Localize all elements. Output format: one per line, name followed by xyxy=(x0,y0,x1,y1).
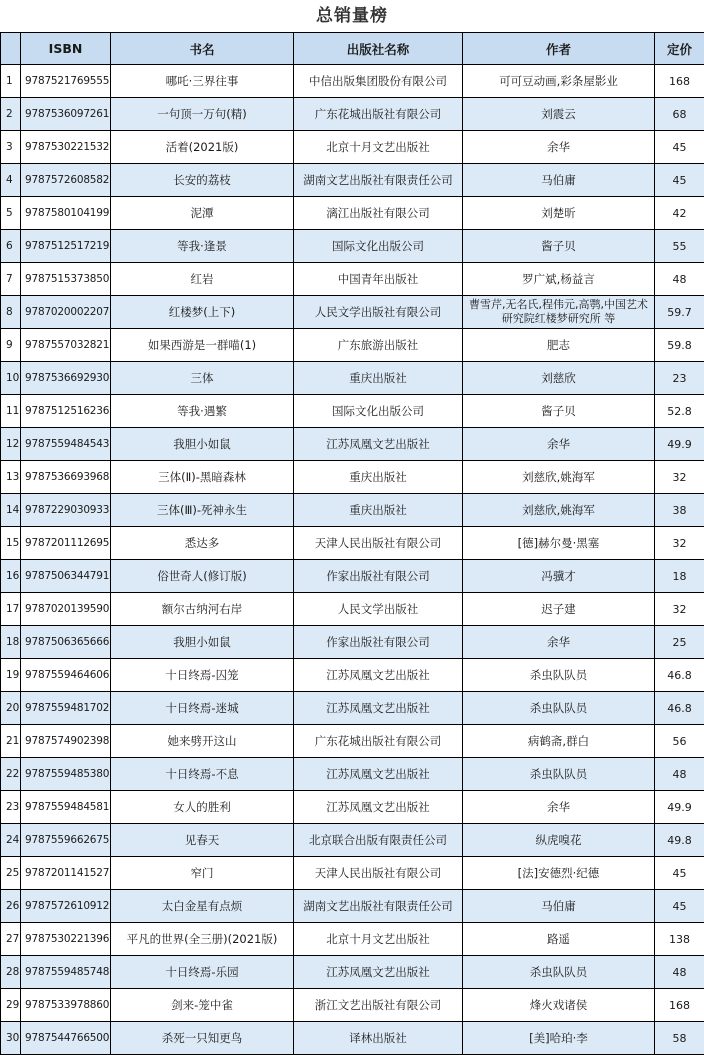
table-row xyxy=(1,890,704,923)
price-cell: 32 xyxy=(655,461,704,494)
table-row xyxy=(1,824,704,857)
publisher-cell: 江苏凤凰文艺出版社 xyxy=(294,956,463,989)
isbn-cell: 9787020002207 xyxy=(21,296,111,329)
isbn-cell: 9787557032821 xyxy=(21,329,111,362)
publisher-cell: 天津人民出版社有限公司 xyxy=(294,857,463,890)
isbn-cell: 9787506365666 xyxy=(21,626,111,659)
publisher-cell: 江苏凤凰文艺出版社 xyxy=(294,758,463,791)
rank-cell: 12 xyxy=(1,428,21,461)
rank-cell: 15 xyxy=(1,527,21,560)
rank-cell: 29 xyxy=(1,989,21,1022)
isbn-cell: 9787201141527 xyxy=(21,857,111,890)
book-name-cell: 女人的胜利 xyxy=(111,791,294,824)
book-name-cell: 我胆小如鼠 xyxy=(111,428,294,461)
price-cell: 23 xyxy=(655,362,704,395)
table-row xyxy=(1,428,704,461)
rank-cell: 6 xyxy=(1,230,21,263)
author-cell: 烽火戏诸侯 xyxy=(463,989,655,1022)
book-name-cell: 额尔古纳河右岸 xyxy=(111,593,294,626)
isbn-cell: 9787572608582 xyxy=(21,164,111,197)
isbn-cell: 9787530221396 xyxy=(21,923,111,956)
price-cell: 55 xyxy=(655,230,704,263)
author-cell: 可可豆动画,彩条屋影业 xyxy=(463,65,655,98)
author-cell: 纵虎嗅花 xyxy=(463,824,655,857)
table-row xyxy=(1,692,704,725)
price-cell: 52.8 xyxy=(655,395,704,428)
author-cell: 酱子贝 xyxy=(463,230,655,263)
table-row xyxy=(1,560,704,593)
table-row xyxy=(1,65,704,98)
table-row xyxy=(1,230,704,263)
table-row xyxy=(1,989,704,1022)
publisher-cell: 漓江出版社有限公司 xyxy=(294,197,463,230)
isbn-cell: 9787536693968 xyxy=(21,461,111,494)
rank-cell: 5 xyxy=(1,197,21,230)
table-row xyxy=(1,1022,704,1055)
rank-cell: 9 xyxy=(1,329,21,362)
book-name-cell: 太白金星有点烦 xyxy=(111,890,294,923)
table-header-row xyxy=(1,33,704,65)
rank-cell: 26 xyxy=(1,890,21,923)
rank-cell: 25 xyxy=(1,857,21,890)
isbn-cell: 9787533978860 xyxy=(21,989,111,1022)
rank-cell: 8 xyxy=(1,296,21,329)
price-cell: 49.9 xyxy=(655,791,704,824)
publisher-cell: 重庆出版社 xyxy=(294,362,463,395)
isbn-cell: 9787536692930 xyxy=(21,362,111,395)
rank-cell: 16 xyxy=(1,560,21,593)
author-cell: 余华 xyxy=(463,791,655,824)
author-cell: 杀虫队队员 xyxy=(463,692,655,725)
rank-cell: 7 xyxy=(1,263,21,296)
rank-cell: 22 xyxy=(1,758,21,791)
rank-cell: 21 xyxy=(1,725,21,758)
book-name-cell: 三体 xyxy=(111,362,294,395)
publisher-cell: 浙江文艺出版社有限公司 xyxy=(294,989,463,1022)
book-name-cell: 红楼梦(上下) xyxy=(111,296,294,329)
publisher-cell: 北京十月文艺出版社 xyxy=(294,131,463,164)
price-cell: 32 xyxy=(655,527,704,560)
rank-cell: 13 xyxy=(1,461,21,494)
publisher-cell: 北京十月文艺出版社 xyxy=(294,923,463,956)
publisher-cell: 译林出版社 xyxy=(294,1022,463,1055)
isbn-cell: 9787559484581 xyxy=(21,791,111,824)
book-name-cell: 三体(Ⅲ)-死神永生 xyxy=(111,494,294,527)
isbn-cell: 9787559484543 xyxy=(21,428,111,461)
book-name-cell: 俗世奇人(修订版) xyxy=(111,560,294,593)
isbn-cell: 9787515373850 xyxy=(21,263,111,296)
author-cell: 刘慈欣,姚海军 xyxy=(463,494,655,527)
publisher-cell: 中国青年出版社 xyxy=(294,263,463,296)
price-cell: 168 xyxy=(655,989,704,1022)
isbn-cell: 9787572610912 xyxy=(21,890,111,923)
book-name-cell: 我胆小如鼠 xyxy=(111,626,294,659)
author-cell: 曹雪芹,无名氏,程伟元,高鹗,中国艺术研究院红楼梦研究所 等 xyxy=(463,296,655,329)
book-name-cell: 她来劈开这山 xyxy=(111,725,294,758)
price-cell: 48 xyxy=(655,758,704,791)
isbn-cell: 9787559662675 xyxy=(21,824,111,857)
author-cell: 冯骥才 xyxy=(463,560,655,593)
table-row xyxy=(1,626,704,659)
isbn-cell: 9787530221532 xyxy=(21,131,111,164)
isbn-cell: 9787574902398 xyxy=(21,725,111,758)
price-cell: 138 xyxy=(655,923,704,956)
author-cell: 马伯庸 xyxy=(463,164,655,197)
isbn-cell: 9787506344791 xyxy=(21,560,111,593)
header-publisher: 出版社名称 xyxy=(294,33,463,65)
price-cell: 56 xyxy=(655,725,704,758)
header-isbn: ISBN xyxy=(21,33,111,65)
price-cell: 45 xyxy=(655,857,704,890)
table-row xyxy=(1,296,704,329)
table-row xyxy=(1,857,704,890)
price-cell: 68 xyxy=(655,98,704,131)
isbn-cell: 9787020139590 xyxy=(21,593,111,626)
publisher-cell: 重庆出版社 xyxy=(294,494,463,527)
price-cell: 45 xyxy=(655,131,704,164)
author-cell: 罗广斌,杨益言 xyxy=(463,263,655,296)
book-name-cell: 三体(Ⅱ)-黑暗森林 xyxy=(111,461,294,494)
table-row xyxy=(1,164,704,197)
rank-cell: 10 xyxy=(1,362,21,395)
table-row xyxy=(1,758,704,791)
price-cell: 49.8 xyxy=(655,824,704,857)
publisher-cell: 人民文学出版社 xyxy=(294,593,463,626)
table-row xyxy=(1,329,704,362)
table-row xyxy=(1,197,704,230)
isbn-cell: 9787512516236 xyxy=(21,395,111,428)
rank-cell: 27 xyxy=(1,923,21,956)
author-cell: 马伯庸 xyxy=(463,890,655,923)
header-book-name: 书名 xyxy=(111,33,294,65)
rank-cell: 14 xyxy=(1,494,21,527)
page-title: 总销量榜 xyxy=(316,6,388,26)
author-cell: 迟子建 xyxy=(463,593,655,626)
isbn-cell: 9787559464606 xyxy=(21,659,111,692)
isbn-cell: 9787521769555 xyxy=(21,65,111,98)
rank-cell: 11 xyxy=(1,395,21,428)
table-row xyxy=(1,98,704,131)
price-cell: 46.8 xyxy=(655,692,704,725)
price-cell: 48 xyxy=(655,956,704,989)
book-name-cell: 十日终焉-不息 xyxy=(111,758,294,791)
header-price: 定价 xyxy=(655,33,704,65)
price-cell: 59.7 xyxy=(655,296,704,329)
book-name-cell: 等我·遇繁 xyxy=(111,395,294,428)
isbn-cell: 9787229030933 xyxy=(21,494,111,527)
author-cell: 杀虫队队员 xyxy=(463,758,655,791)
author-cell: [法]安德烈·纪德 xyxy=(463,857,655,890)
rank-cell: 17 xyxy=(1,593,21,626)
book-name-cell: 见春天 xyxy=(111,824,294,857)
book-name-cell: 如果西游是一群喵(1) xyxy=(111,329,294,362)
isbn-cell: 9787559485748 xyxy=(21,956,111,989)
book-name-cell: 十日终焉-迷城 xyxy=(111,692,294,725)
publisher-cell: 江苏凤凰文艺出版社 xyxy=(294,791,463,824)
isbn-cell: 9787544766500 xyxy=(21,1022,111,1055)
book-name-cell: 泥潭 xyxy=(111,197,294,230)
author-cell: 刘慈欣 xyxy=(463,362,655,395)
author-cell: 路遥 xyxy=(463,923,655,956)
book-name-cell: 哪吒·三界往事 xyxy=(111,65,294,98)
table-row xyxy=(1,131,704,164)
header-rank xyxy=(1,33,21,65)
publisher-cell: 广东旅游出版社 xyxy=(294,329,463,362)
isbn-cell: 9787201112695 xyxy=(21,527,111,560)
rank-cell: 1 xyxy=(1,65,21,98)
book-name-cell: 窄门 xyxy=(111,857,294,890)
author-cell: 酱子贝 xyxy=(463,395,655,428)
book-name-cell: 活着(2021版) xyxy=(111,131,294,164)
table-row xyxy=(1,494,704,527)
publisher-cell: 湖南文艺出版社有限责任公司 xyxy=(294,164,463,197)
author-cell: 病鹤斋,群白 xyxy=(463,725,655,758)
table-row xyxy=(1,956,704,989)
publisher-cell: 江苏凤凰文艺出版社 xyxy=(294,692,463,725)
isbn-cell: 9787559481702 xyxy=(21,692,111,725)
publisher-cell: 作家出版社有限公司 xyxy=(294,560,463,593)
book-name-cell: 红岩 xyxy=(111,263,294,296)
book-name-cell: 十日终焉-囚笼 xyxy=(111,659,294,692)
rank-cell: 24 xyxy=(1,824,21,857)
author-cell: 余华 xyxy=(463,626,655,659)
price-cell: 42 xyxy=(655,197,704,230)
publisher-cell: 湖南文艺出版社有限责任公司 xyxy=(294,890,463,923)
price-cell: 45 xyxy=(655,890,704,923)
publisher-cell: 重庆出版社 xyxy=(294,461,463,494)
price-cell: 48 xyxy=(655,263,704,296)
rank-cell: 19 xyxy=(1,659,21,692)
rank-cell: 20 xyxy=(1,692,21,725)
table-row xyxy=(1,923,704,956)
author-cell: [德]赫尔曼·黑塞 xyxy=(463,527,655,560)
book-name-cell: 等我·逢景 xyxy=(111,230,294,263)
rank-cell: 30 xyxy=(1,1022,21,1055)
author-cell: 余华 xyxy=(463,428,655,461)
price-cell: 38 xyxy=(655,494,704,527)
book-name-cell: 一句顶一万句(精) xyxy=(111,98,294,131)
book-name-cell: 平凡的世界(全三册)(2021版) xyxy=(111,923,294,956)
author-cell: 杀虫队队员 xyxy=(463,956,655,989)
price-cell: 25 xyxy=(655,626,704,659)
rank-cell: 2 xyxy=(1,98,21,131)
price-cell: 45 xyxy=(655,164,704,197)
author-cell: [美]哈珀·李 xyxy=(463,1022,655,1055)
table-row xyxy=(1,659,704,692)
rank-cell: 23 xyxy=(1,791,21,824)
book-name-cell: 杀死一只知更鸟 xyxy=(111,1022,294,1055)
book-name-cell: 长安的荔枝 xyxy=(111,164,294,197)
table-row xyxy=(1,263,704,296)
table-row xyxy=(1,725,704,758)
price-cell: 49.9 xyxy=(655,428,704,461)
table-row xyxy=(1,791,704,824)
author-cell: 刘震云 xyxy=(463,98,655,131)
book-name-cell: 十日终焉-乐园 xyxy=(111,956,294,989)
isbn-cell: 9787512517219 xyxy=(21,230,111,263)
price-cell: 58 xyxy=(655,1022,704,1055)
price-cell: 59.8 xyxy=(655,329,704,362)
author-cell: 刘慈欣,姚海军 xyxy=(463,461,655,494)
author-cell: 肥志 xyxy=(463,329,655,362)
publisher-cell: 人民文学出版社有限公司 xyxy=(294,296,463,329)
rank-cell: 3 xyxy=(1,131,21,164)
isbn-cell: 9787536097261 xyxy=(21,98,111,131)
table-row xyxy=(1,527,704,560)
table-row xyxy=(1,461,704,494)
table-row xyxy=(1,395,704,428)
publisher-cell: 国际文化出版公司 xyxy=(294,395,463,428)
publisher-cell: 江苏凤凰文艺出版社 xyxy=(294,428,463,461)
sales-ranking-table xyxy=(0,32,704,1055)
price-cell: 18 xyxy=(655,560,704,593)
book-name-cell: 悉达多 xyxy=(111,527,294,560)
publisher-cell: 中信出版集团股份有限公司 xyxy=(294,65,463,98)
isbn-cell: 9787580104199 xyxy=(21,197,111,230)
publisher-cell: 江苏凤凰文艺出版社 xyxy=(294,659,463,692)
publisher-cell: 天津人民出版社有限公司 xyxy=(294,527,463,560)
rank-cell: 4 xyxy=(1,164,21,197)
author-cell: 刘楚昕 xyxy=(463,197,655,230)
price-cell: 32 xyxy=(655,593,704,626)
publisher-cell: 作家出版社有限公司 xyxy=(294,626,463,659)
table-row xyxy=(1,593,704,626)
header-author: 作者 xyxy=(463,33,655,65)
publisher-cell: 广东花城出版社有限公司 xyxy=(294,725,463,758)
isbn-cell: 9787559485380 xyxy=(21,758,111,791)
publisher-cell: 北京联合出版有限责任公司 xyxy=(294,824,463,857)
rank-cell: 28 xyxy=(1,956,21,989)
author-cell: 余华 xyxy=(463,131,655,164)
price-cell: 46.8 xyxy=(655,659,704,692)
publisher-cell: 广东花城出版社有限公司 xyxy=(294,98,463,131)
price-cell: 168 xyxy=(655,65,704,98)
rank-cell: 18 xyxy=(1,626,21,659)
table-row xyxy=(1,362,704,395)
book-name-cell: 剑来-笼中雀 xyxy=(111,989,294,1022)
publisher-cell: 国际文化出版公司 xyxy=(294,230,463,263)
author-cell: 杀虫队队员 xyxy=(463,659,655,692)
